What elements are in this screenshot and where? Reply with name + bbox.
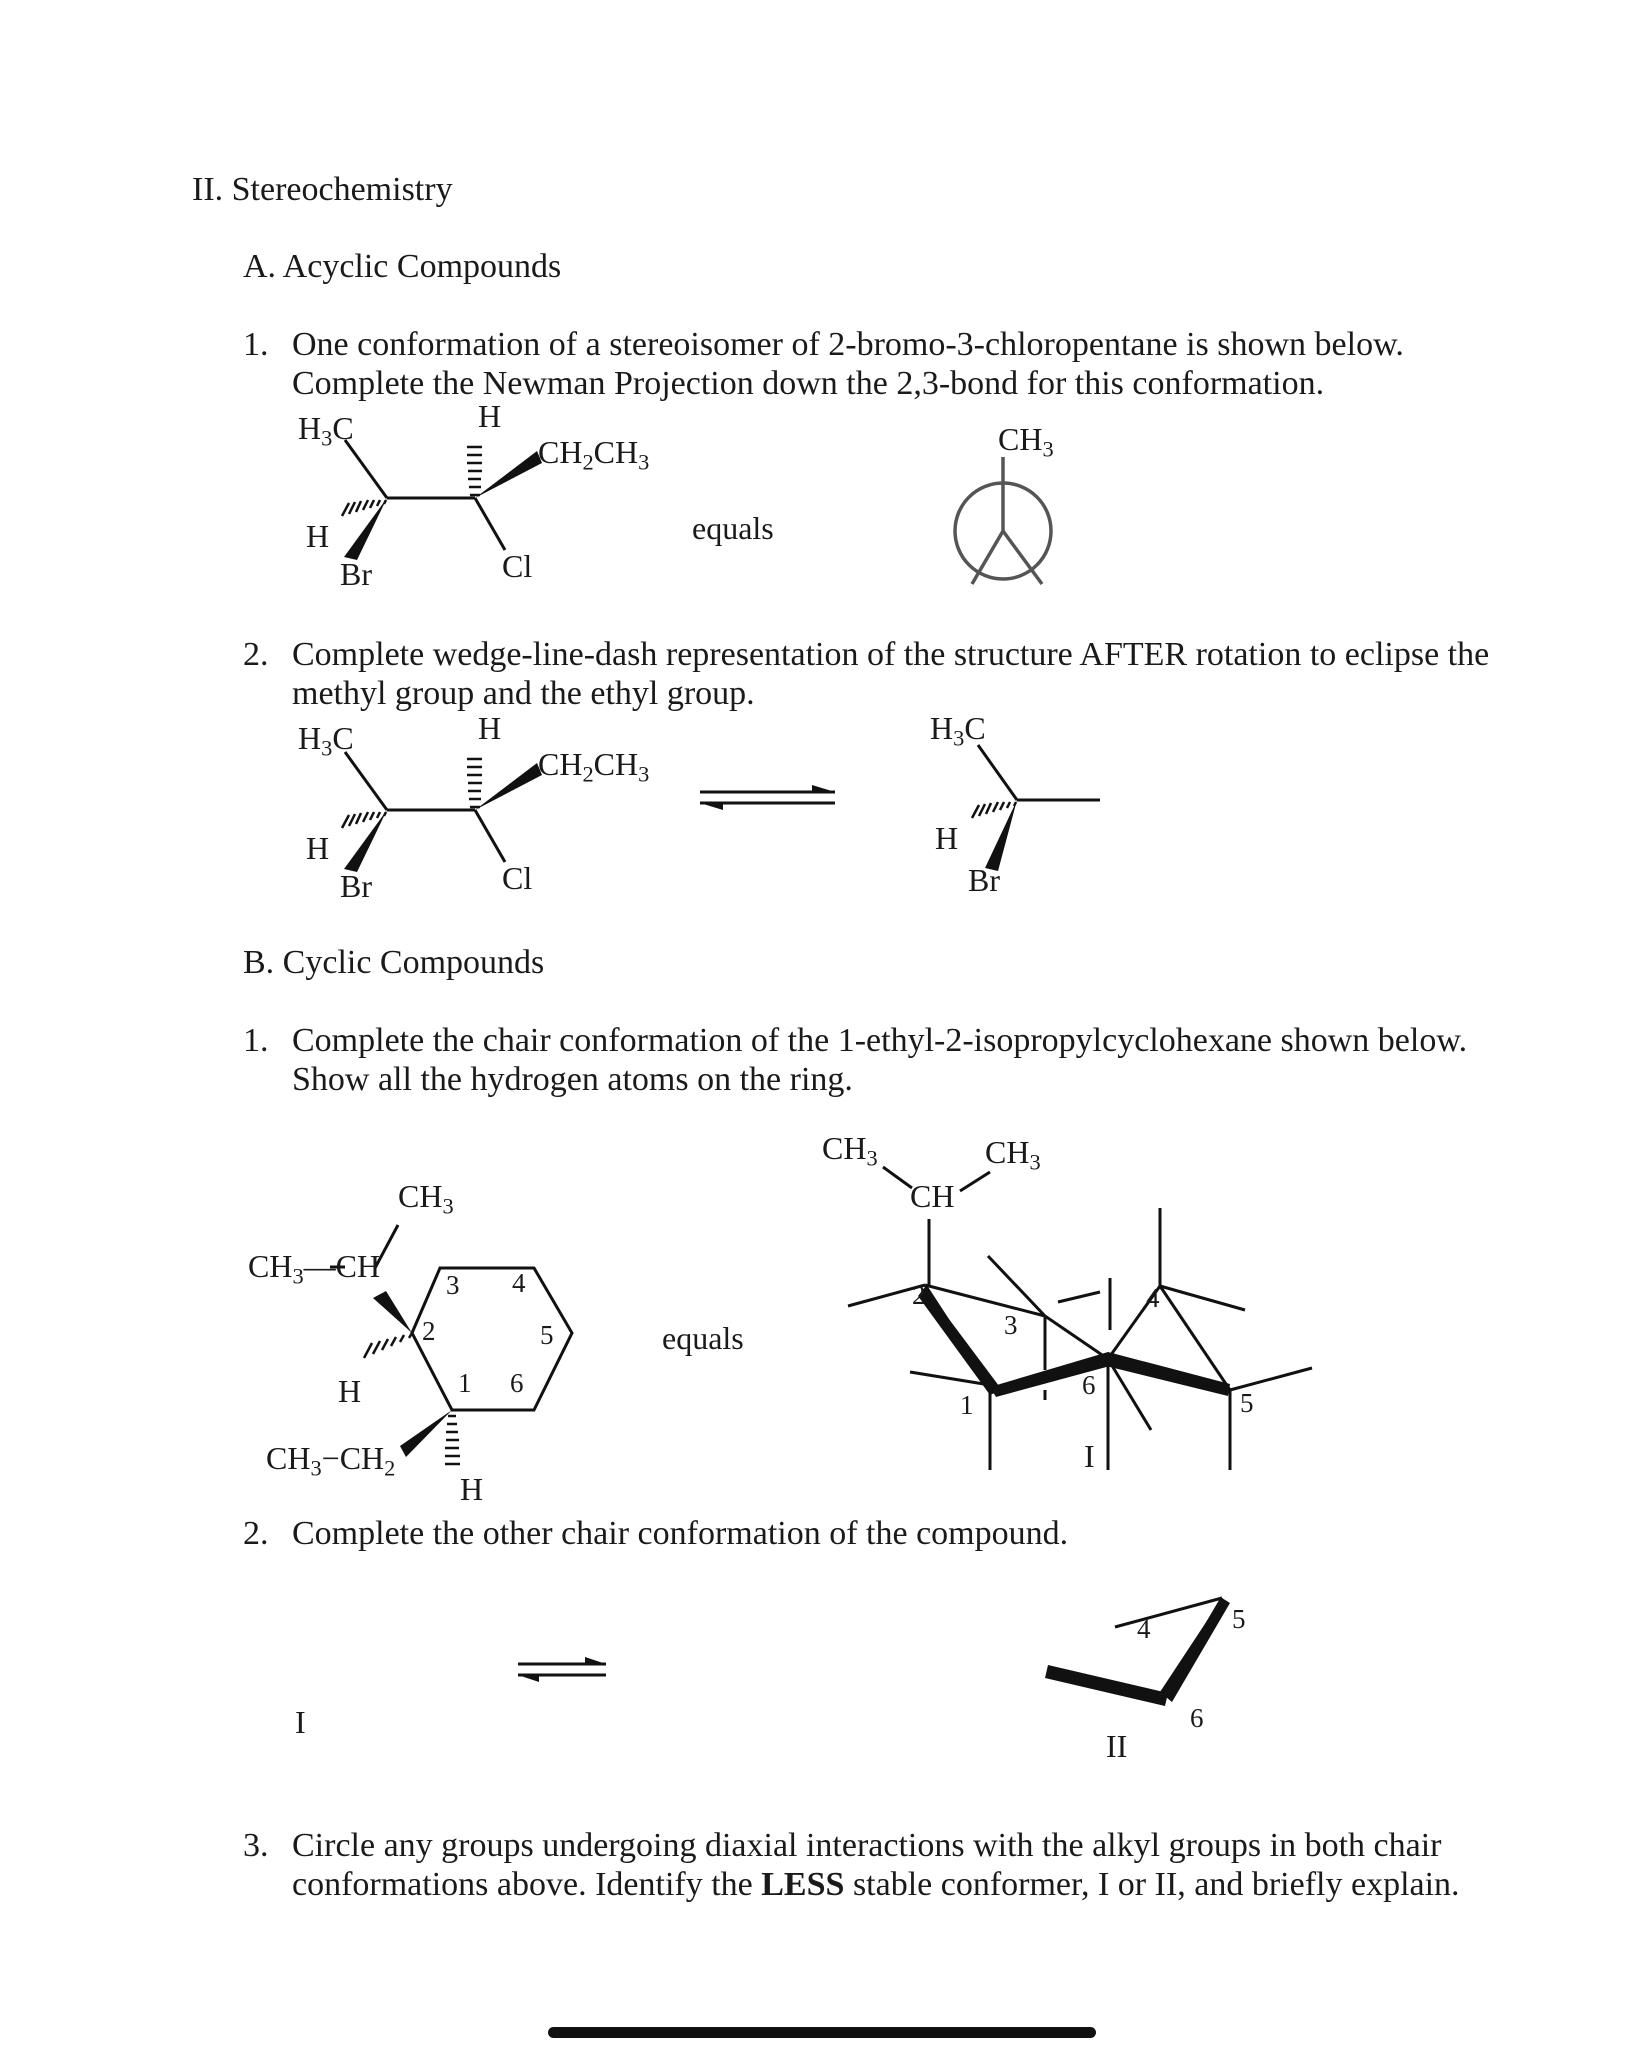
section-title: II. Stereochemistry [192,171,453,208]
a2-rotated-wedge-br [985,800,1017,871]
a1-ethyl-label: $CH_2CH_3$ [538,434,650,475]
a1-hash-right [467,447,482,495]
b2-equilibrium-arrows [518,1657,606,1682]
a1-wedge-ethyl [475,451,542,498]
part-a-title: A. Acyclic Compounds [243,248,562,285]
a1-br-label: Br [340,556,372,592]
chair-I-ch3-left-label: $CH_3$ [822,1130,878,1171]
chair-II-num-4: 4 [1137,1614,1151,1644]
a2-h3c-label: $H_3C$ [298,720,354,761]
b1-wedge-isopropyl [373,1291,412,1333]
chair-I-label: I [1084,1438,1095,1474]
chair-I-num-2: 2 [912,1280,926,1310]
a2-cl-label: Cl [502,860,533,896]
a2-ethyl-label: $CH_2CH_3$ [538,746,650,787]
a-q2-text: Complete wedge-line-dash representation of the structure AFTER rotation to eclipse the methyl group and the ethyl group. [292,636,1490,713]
a2-equilibrium-arrows [700,785,835,810]
newman-projection [955,457,1051,584]
b-q3-text-bold: LESS [761,1866,845,1904]
a2-rotated-structure [972,745,1100,818]
a2-h-left-label: H [306,830,330,866]
a1-h-top-label: H [478,398,502,434]
a2-wedge-ethyl [475,763,542,810]
a1-h-left-label: H [306,518,330,554]
hex-num-3: 3 [446,1270,460,1300]
b2-label-I: I [295,1704,306,1740]
a2-rotated-h3c-label: $H_3C$ [930,710,986,751]
hex-num-1: 1 [458,1368,472,1398]
b-q3-text-after: stable conformer, I or II, and briefly explain. [844,1866,1460,1904]
b-q3-number: 3. [243,1827,269,1864]
a-q1-number: 1. [243,326,269,363]
hex-num-5: 5 [540,1320,554,1350]
chair-II-num-5: 5 [1232,1604,1246,1634]
b-q3-text-before: Circle any groups undergoing diaxial interactions with the alkyl groups in both chair conformations above. Identify the [292,1827,1442,1904]
a2-h-top-label: H [478,710,502,746]
part-b-title: B. Cyclic Compounds [243,944,545,981]
b-q2-text: Complete the other chair conformation of the compound. [292,1515,1069,1552]
chair-II-num-6: 6 [1190,1703,1204,1733]
hex-num-6: 6 [510,1368,524,1398]
hex-num-2: 2 [422,1316,436,1346]
home-indicator-bar[interactable] [548,2027,1096,2038]
chair-II-bold-left [1045,1665,1168,1706]
b1-wedge-ethyl [400,1410,452,1457]
b-q1-text: Complete the chair conformation of the 1-ethyl-2-isopropylcyclohexane shown below. Show all the hydrogen atoms on the ring. [292,1022,1468,1099]
a-q2-number: 2. [243,636,269,673]
chair-I-num-1: 1 [960,1390,974,1420]
newman-ch3-label: $CH_3$ [998,421,1054,462]
hex-num-4: 4 [512,1268,526,1298]
a2-hash-right [467,759,482,807]
a2-rotated-br-label: Br [968,862,1000,898]
b1-h-left-label: H [338,1373,362,1409]
a2-br-label: Br [340,868,372,904]
b1-ch3-top-label: $CH_3$ [398,1178,454,1219]
chair-I-num-5: 5 [1240,1388,1254,1418]
b-q2-number: 2. [243,1515,269,1552]
b1-h-bottom-label: H [460,1471,484,1507]
chair-I-bold-front-right [1106,1352,1230,1396]
chair-I-num-4: 4 [1146,1283,1160,1313]
a1-cl-label: Cl [502,548,533,584]
chair-I-num-6: 6 [1082,1370,1096,1400]
b2-label-II: II [1106,1728,1128,1764]
b1-ethyl-label: $CH_3-CH_2$ [266,1440,396,1481]
b1-ch3-ch-label: $CH_3—CH$ [248,1248,381,1289]
chair-II-bold-right [1160,1598,1230,1702]
b-q1-number: 1. [243,1022,269,1059]
a-q1-text: One conformation of a stereoisomer of 2-bromo-3-chloropentane is shown below. Complete the Newman Projection down the 2,3-bond for this conformation. [292,326,1404,403]
chair-I-num-3: 3 [1004,1310,1018,1340]
chair-I-ch3-right-label: $CH_3$ [985,1134,1041,1175]
b1-equals-label: equals [662,1320,744,1356]
a1-h3c-label: $H_3C$ [298,410,354,451]
chair-I-ch-label: CH [910,1178,955,1214]
a2-rotated-h-label: H [935,820,959,856]
a1-equals-label: equals [692,510,774,546]
